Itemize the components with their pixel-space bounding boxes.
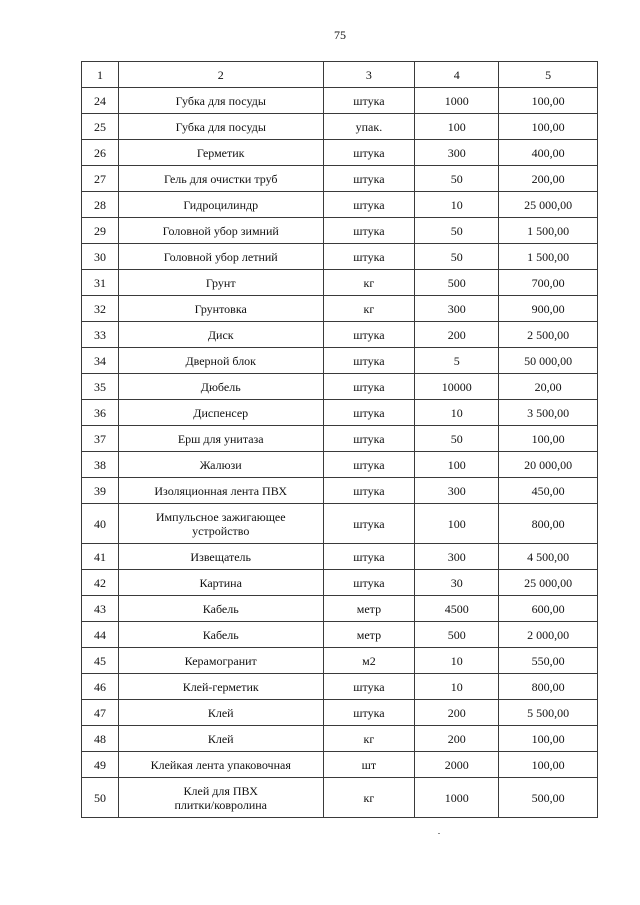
item-name-cell: Гидроцилиндр xyxy=(118,192,323,218)
price-cell: 550,00 xyxy=(499,648,598,674)
item-name-cell: Грунтовка xyxy=(118,296,323,322)
row-index-cell: 41 xyxy=(82,544,119,570)
price-cell: 800,00 xyxy=(499,504,598,544)
table-row xyxy=(82,504,598,544)
table-row xyxy=(82,622,598,648)
item-name-cell: Диспенсер xyxy=(118,400,323,426)
unit-cell: кг xyxy=(323,726,415,752)
row-index-cell: 46 xyxy=(82,674,119,700)
row-index-cell: 48 xyxy=(82,726,119,752)
item-name-cell: Картина xyxy=(118,570,323,596)
table-row xyxy=(82,218,598,244)
price-cell: 4 500,00 xyxy=(499,544,598,570)
price-cell: 100,00 xyxy=(499,88,598,114)
row-index-cell: 28 xyxy=(82,192,119,218)
price-cell: 25 000,00 xyxy=(499,192,598,218)
row-index-cell: 47 xyxy=(82,700,119,726)
table-row xyxy=(82,726,598,752)
item-name-cell: Губка для посуды xyxy=(118,114,323,140)
unit-cell: кг xyxy=(323,270,415,296)
unit-cell: штука xyxy=(323,452,415,478)
quantity-cell: 5 xyxy=(415,348,499,374)
price-cell: 700,00 xyxy=(499,270,598,296)
quantity-cell: 300 xyxy=(415,478,499,504)
row-index-cell: 36 xyxy=(82,400,119,426)
price-cell: 1 500,00 xyxy=(499,244,598,270)
quantity-cell: 300 xyxy=(415,544,499,570)
table-row xyxy=(82,296,598,322)
quantity-cell: 200 xyxy=(415,700,499,726)
unit-cell: штука xyxy=(323,544,415,570)
quantity-cell: 100 xyxy=(415,452,499,478)
table-row xyxy=(82,778,598,818)
item-name-cell: Клей для ПВХ плитки/ковролина xyxy=(118,778,323,818)
table-row xyxy=(82,478,598,504)
table-body xyxy=(82,62,598,818)
item-name-cell: Импульсное зажигающее устройство xyxy=(118,504,323,544)
table-row xyxy=(82,544,598,570)
unit-cell: шт xyxy=(323,752,415,778)
quantity-cell: 1000 xyxy=(415,88,499,114)
table-row xyxy=(82,400,598,426)
unit-cell: штука xyxy=(323,218,415,244)
item-name-cell: Клей xyxy=(118,700,323,726)
unit-cell: м2 xyxy=(323,648,415,674)
item-name-cell: Головной убор летний xyxy=(118,244,323,270)
item-name-cell: Кабель xyxy=(118,596,323,622)
quantity-cell: 10 xyxy=(415,400,499,426)
price-cell: 2 500,00 xyxy=(499,322,598,348)
item-name-cell: Губка для посуды xyxy=(118,88,323,114)
quantity-cell: 4500 xyxy=(415,596,499,622)
row-index-cell: 44 xyxy=(82,622,119,648)
item-name-cell: Жалюзи xyxy=(118,452,323,478)
table-row xyxy=(82,648,598,674)
item-name-cell: Керамогранит xyxy=(118,648,323,674)
unit-cell: кг xyxy=(323,296,415,322)
unit-cell: штука xyxy=(323,322,415,348)
price-cell: 1 500,00 xyxy=(499,218,598,244)
quantity-cell: 2000 xyxy=(415,752,499,778)
item-name-cell: Клейкая лента упаковочная xyxy=(118,752,323,778)
price-cell: 400,00 xyxy=(499,140,598,166)
row-index-cell: 26 xyxy=(82,140,119,166)
quantity-cell: 200 xyxy=(415,322,499,348)
table-row xyxy=(82,452,598,478)
table-row xyxy=(82,374,598,400)
quantity-cell: 100 xyxy=(415,114,499,140)
column-number-5: 5 xyxy=(499,62,598,88)
price-cell: 50 000,00 xyxy=(499,348,598,374)
row-index-cell: 27 xyxy=(82,166,119,192)
table-row xyxy=(82,348,598,374)
table-row xyxy=(82,166,598,192)
price-cell: 2 000,00 xyxy=(499,622,598,648)
row-index-cell: 34 xyxy=(82,348,119,374)
goods-table xyxy=(81,61,598,818)
table-row xyxy=(82,322,598,348)
table-row xyxy=(82,244,598,270)
quantity-cell: 300 xyxy=(415,140,499,166)
column-number-4: 4 xyxy=(415,62,499,88)
table-row xyxy=(82,570,598,596)
scan-speck xyxy=(438,833,440,834)
table-row xyxy=(82,88,598,114)
row-index-cell: 29 xyxy=(82,218,119,244)
quantity-cell: 50 xyxy=(415,426,499,452)
quantity-cell: 30 xyxy=(415,570,499,596)
table-row xyxy=(82,270,598,296)
unit-cell: штука xyxy=(323,244,415,270)
quantity-cell: 50 xyxy=(415,218,499,244)
unit-cell: штука xyxy=(323,348,415,374)
quantity-cell: 300 xyxy=(415,296,499,322)
row-index-cell: 43 xyxy=(82,596,119,622)
price-cell: 900,00 xyxy=(499,296,598,322)
row-index-cell: 50 xyxy=(82,778,119,818)
unit-cell: штука xyxy=(323,504,415,544)
item-name-cell: Кабель xyxy=(118,622,323,648)
item-name-cell: Изоляционная лента ПВХ xyxy=(118,478,323,504)
quantity-cell: 100 xyxy=(415,504,499,544)
row-index-cell: 38 xyxy=(82,452,119,478)
item-name-cell: Диск xyxy=(118,322,323,348)
row-index-cell: 31 xyxy=(82,270,119,296)
quantity-cell: 200 xyxy=(415,726,499,752)
price-cell: 5 500,00 xyxy=(499,700,598,726)
unit-cell: штука xyxy=(323,166,415,192)
unit-cell: штука xyxy=(323,140,415,166)
column-number-2: 2 xyxy=(118,62,323,88)
quantity-cell: 10000 xyxy=(415,374,499,400)
row-index-cell: 30 xyxy=(82,244,119,270)
item-name-cell: Грунт xyxy=(118,270,323,296)
unit-cell: штука xyxy=(323,478,415,504)
item-name-cell: Ерш для унитаза xyxy=(118,426,323,452)
row-index-cell: 40 xyxy=(82,504,119,544)
price-cell: 450,00 xyxy=(499,478,598,504)
unit-cell: штука xyxy=(323,570,415,596)
price-cell: 800,00 xyxy=(499,674,598,700)
price-cell: 3 500,00 xyxy=(499,400,598,426)
row-index-cell: 37 xyxy=(82,426,119,452)
table-row xyxy=(82,140,598,166)
price-cell: 25 000,00 xyxy=(499,570,598,596)
page-number: 75 xyxy=(334,28,346,42)
price-cell: 20 000,00 xyxy=(499,452,598,478)
price-cell: 100,00 xyxy=(499,426,598,452)
item-name-cell: Клей-герметик xyxy=(118,674,323,700)
quantity-cell: 10 xyxy=(415,648,499,674)
unit-cell: штука xyxy=(323,674,415,700)
unit-cell: штука xyxy=(323,426,415,452)
unit-cell: кг xyxy=(323,778,415,818)
table-row xyxy=(82,114,598,140)
quantity-cell: 500 xyxy=(415,270,499,296)
table-row xyxy=(82,674,598,700)
table-header-row xyxy=(82,62,598,88)
quantity-cell: 1000 xyxy=(415,778,499,818)
item-name-cell: Клей xyxy=(118,726,323,752)
row-index-cell: 39 xyxy=(82,478,119,504)
item-name-cell: Герметик xyxy=(118,140,323,166)
unit-cell: упак. xyxy=(323,114,415,140)
unit-cell: штука xyxy=(323,374,415,400)
row-index-cell: 42 xyxy=(82,570,119,596)
quantity-cell: 50 xyxy=(415,166,499,192)
quantity-cell: 10 xyxy=(415,674,499,700)
row-index-cell: 33 xyxy=(82,322,119,348)
quantity-cell: 50 xyxy=(415,244,499,270)
item-name-cell: Дюбель xyxy=(118,374,323,400)
row-index-cell: 45 xyxy=(82,648,119,674)
table-row xyxy=(82,752,598,778)
price-cell: 500,00 xyxy=(499,778,598,818)
item-name-cell: Гель для очистки труб xyxy=(118,166,323,192)
price-cell: 20,00 xyxy=(499,374,598,400)
unit-cell: штука xyxy=(323,700,415,726)
row-index-cell: 32 xyxy=(82,296,119,322)
table-row xyxy=(82,700,598,726)
unit-cell: штука xyxy=(323,400,415,426)
column-number-1: 1 xyxy=(82,62,119,88)
quantity-cell: 10 xyxy=(415,192,499,218)
price-cell: 600,00 xyxy=(499,596,598,622)
unit-cell: метр xyxy=(323,622,415,648)
price-cell: 100,00 xyxy=(499,114,598,140)
unit-cell: штука xyxy=(323,88,415,114)
item-name-cell: Извещатель xyxy=(118,544,323,570)
price-cell: 100,00 xyxy=(499,726,598,752)
price-cell: 200,00 xyxy=(499,166,598,192)
item-name-cell: Дверной блок xyxy=(118,348,323,374)
quantity-cell: 500 xyxy=(415,622,499,648)
unit-cell: метр xyxy=(323,596,415,622)
column-number-3: 3 xyxy=(323,62,415,88)
row-index-cell: 49 xyxy=(82,752,119,778)
item-name-cell: Головной убор зимний xyxy=(118,218,323,244)
price-cell: 100,00 xyxy=(499,752,598,778)
row-index-cell: 25 xyxy=(82,114,119,140)
row-index-cell: 24 xyxy=(82,88,119,114)
unit-cell: штука xyxy=(323,192,415,218)
table-row xyxy=(82,596,598,622)
row-index-cell: 35 xyxy=(82,374,119,400)
table-row xyxy=(82,192,598,218)
table-row xyxy=(82,426,598,452)
